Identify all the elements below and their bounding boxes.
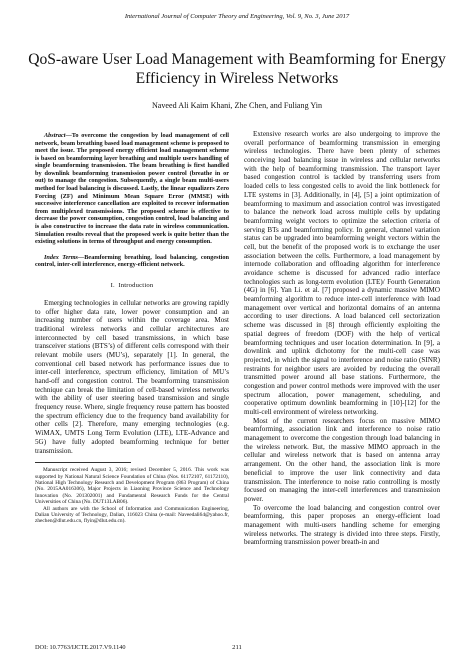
footnote-received: Manuscript received August 3, 2016; revised December 5, 2016. This work was supported by National Natural Science Foundation of China (Nos. 61172107, 61172110), National High Technology Research and Development Program (863 Program) of China (No. 2015AA016306), Major Projects in Liaoning Province Science and Technology Innovation (No. 201302001) and Fundamental Research Funds for the Central Universities of China (No. DUT13LAB06). (35, 467, 229, 506)
left-column (35, 132, 229, 525)
index-terms (35, 254, 229, 269)
abstract (35, 132, 229, 246)
journal-header: International Journal of Computer Theory and Engineering, Vol. 9, No. 3, June 2017 (124, 13, 350, 20)
doi: DOI: 10.7763/IJCTE.2017.V9.1140 (35, 644, 126, 651)
index-terms-text: —Beamforming breathing, load balancing, congestion control, inter-cell interference, energy-efficient network. (35, 253, 229, 269)
abstract-label: Abstract (44, 132, 66, 139)
intro-paragraph-4: To overcome the load balancing and congestion control over beamforming, this paper proposes an energy-efficient load management with multi-users handling scheme for emerging wireless networks. The strategy is divided into three steps. Firstly, beamforming transmission power breath-in and (244, 503, 440, 547)
right-column (244, 130, 440, 547)
abstract-text: —To overcome the congestion by load management of cell network, beam breathing based load management scheme is proposed to meet the issue. The proposed energy efficient load management scheme is based on beamforming layer breathing and multiple users handling of single beamforming transmission. The beam breathing is first handled by downlink beamforming transmission power control (breathe in or out) to manage the congestion. Subsequently, a single beam multi-users method for load balancing is discussed. Lastly, the linear equalizers Zero Forcing (ZF) and Minimum Mean Square Error (MMSE) with successive interference cancellation are exploited to recover information from multiplexed transmissions. The proposed scheme is effective to decrease the power consumption, congestion control, load balancing and is also constructive to increase the data rate in wireless communication. Simulation results reveal that the proposed work is quite better than the existing solutions in terms of throughput and energy consumption. (35, 132, 229, 246)
intro-paragraph-3: Most of the current researchers focus on massive MIMO beamforming, association link and interference to noise ratio management to overcome the congestion through load balancing in the wireless network. But, the massive MIMO approach in the cellular and wireless network that is based on antenna array arrangement. On the other hand, the association link is more beneficial to improve the user link connectivity and data transmission. The interference to noise ratio controlling is mostly focused on managing the inter-cell interferences and transmission power. (244, 416, 440, 503)
footnote-affiliation: All authors are with the School of Information and Communication Engineering, Dalian University of Technology, Dalian, 116023 China (e-mail: Naveedali64@yahoo.fr, zhechen@dlut.edu.cn, flyin@dlut.edu.cn). (35, 505, 229, 525)
section-heading-introduction: I. Introduction (110, 281, 154, 289)
footnote-divider (35, 462, 131, 463)
page-number: 211 (232, 644, 242, 651)
intro-paragraph-2: Extensive research works are also undergoing to improve the overall performance of beamforming transmission in emerging wireless technologies. There have been plenty of schemes conceiving load balancing issue in wireless and cellular networks with the help of beamforming transmission. The transport layer based congestion control is tackled by transferring users from loaded cells to less congested cells to avoid the link bottleneck for LTE systems in [3]. Additionally, in [4], [5] a joint optimization of beamforming to maximum and association control was investigated to balance the network load across multiple cells by updating beamforming weight vectors to optimize the selection criteria of serving BTs and beamforming policy. In general, channel variation status can be upgraded into beamforming weight vectors within the cell, but the benefit of the proposed work is to exchange the user association between the cells. Furthermore, a load management by internode collaboration and offloading algorithm for interference avoidance scheme is discussed for advanced radio interface technologies such as long-term evolution (LTE)/ Fourth Generation (4G) in [6]. Yan Li. et al. [7] proposed a dynamic massive MIMO beamforming algorithm to reduce inter-cell interference with load management over vertical and horizontal domains of an antenna according to user directions. A load balanced cell sectorization scheme was discussed in [8] through efficiently exploiting the spatial degrees of freedom (DOF) with the help of vertical beamforming techniques and user location determination. In [9], a downlink and uplink dichotomy for the multi-cell case was projected, in which the signal to interference and noise ratio (SINR) restraints for neighbor users are avoided by reducing the overall transmitted power around all base stations. Furthermore, the congestion and power control methods were improved with the user spectrum allocation, power management, scheduling, and cooperative optimum downlink beamforming in [10]-[12] for the multi-cell environment of wireless networking. (244, 130, 440, 416)
intro-paragraph-1: Emerging technologies in cellular networks are growing rapidly to offer higher data rate, lower power consumption and an increasing number of users within the coverage area. Most traditional wireless networks and cellular architectures are interconnected by cell based transmissions, in which base transceiver stations (BTS’s) of different cells correspond with their relevant mobile users (MU’s), separately [1]. In general, the conventional cell based network has performance issues due to inter-cell interference, spectrum efficiency, limitation of MU’s hand-off and congestion control. The beamforming transmission technique can break the limitation of cell-based wireless networks with the ability of user steering based transmission and single frequency reuse. Where, single frequency reuse pattern has boosted the spectrum efficiency due to the frequency band availability for other cells [2]. Therefore, many emerging technologies (e.g. WiMAX, UMTS Long Term Evolution (LTE), LTE-Advance and 5G) have fully adopted beamforming technique for better transmission. (35, 298, 229, 455)
paper-authors: Naveed Ali Kaim Khani, Zhe Chen, and Fuliang Yin (151, 101, 323, 110)
index-terms-label: Index Terms (44, 253, 78, 261)
paper-title: QoS-aware User Load Management with Beamforming for Energy Efficiency in Wireless Networks (28, 51, 446, 87)
